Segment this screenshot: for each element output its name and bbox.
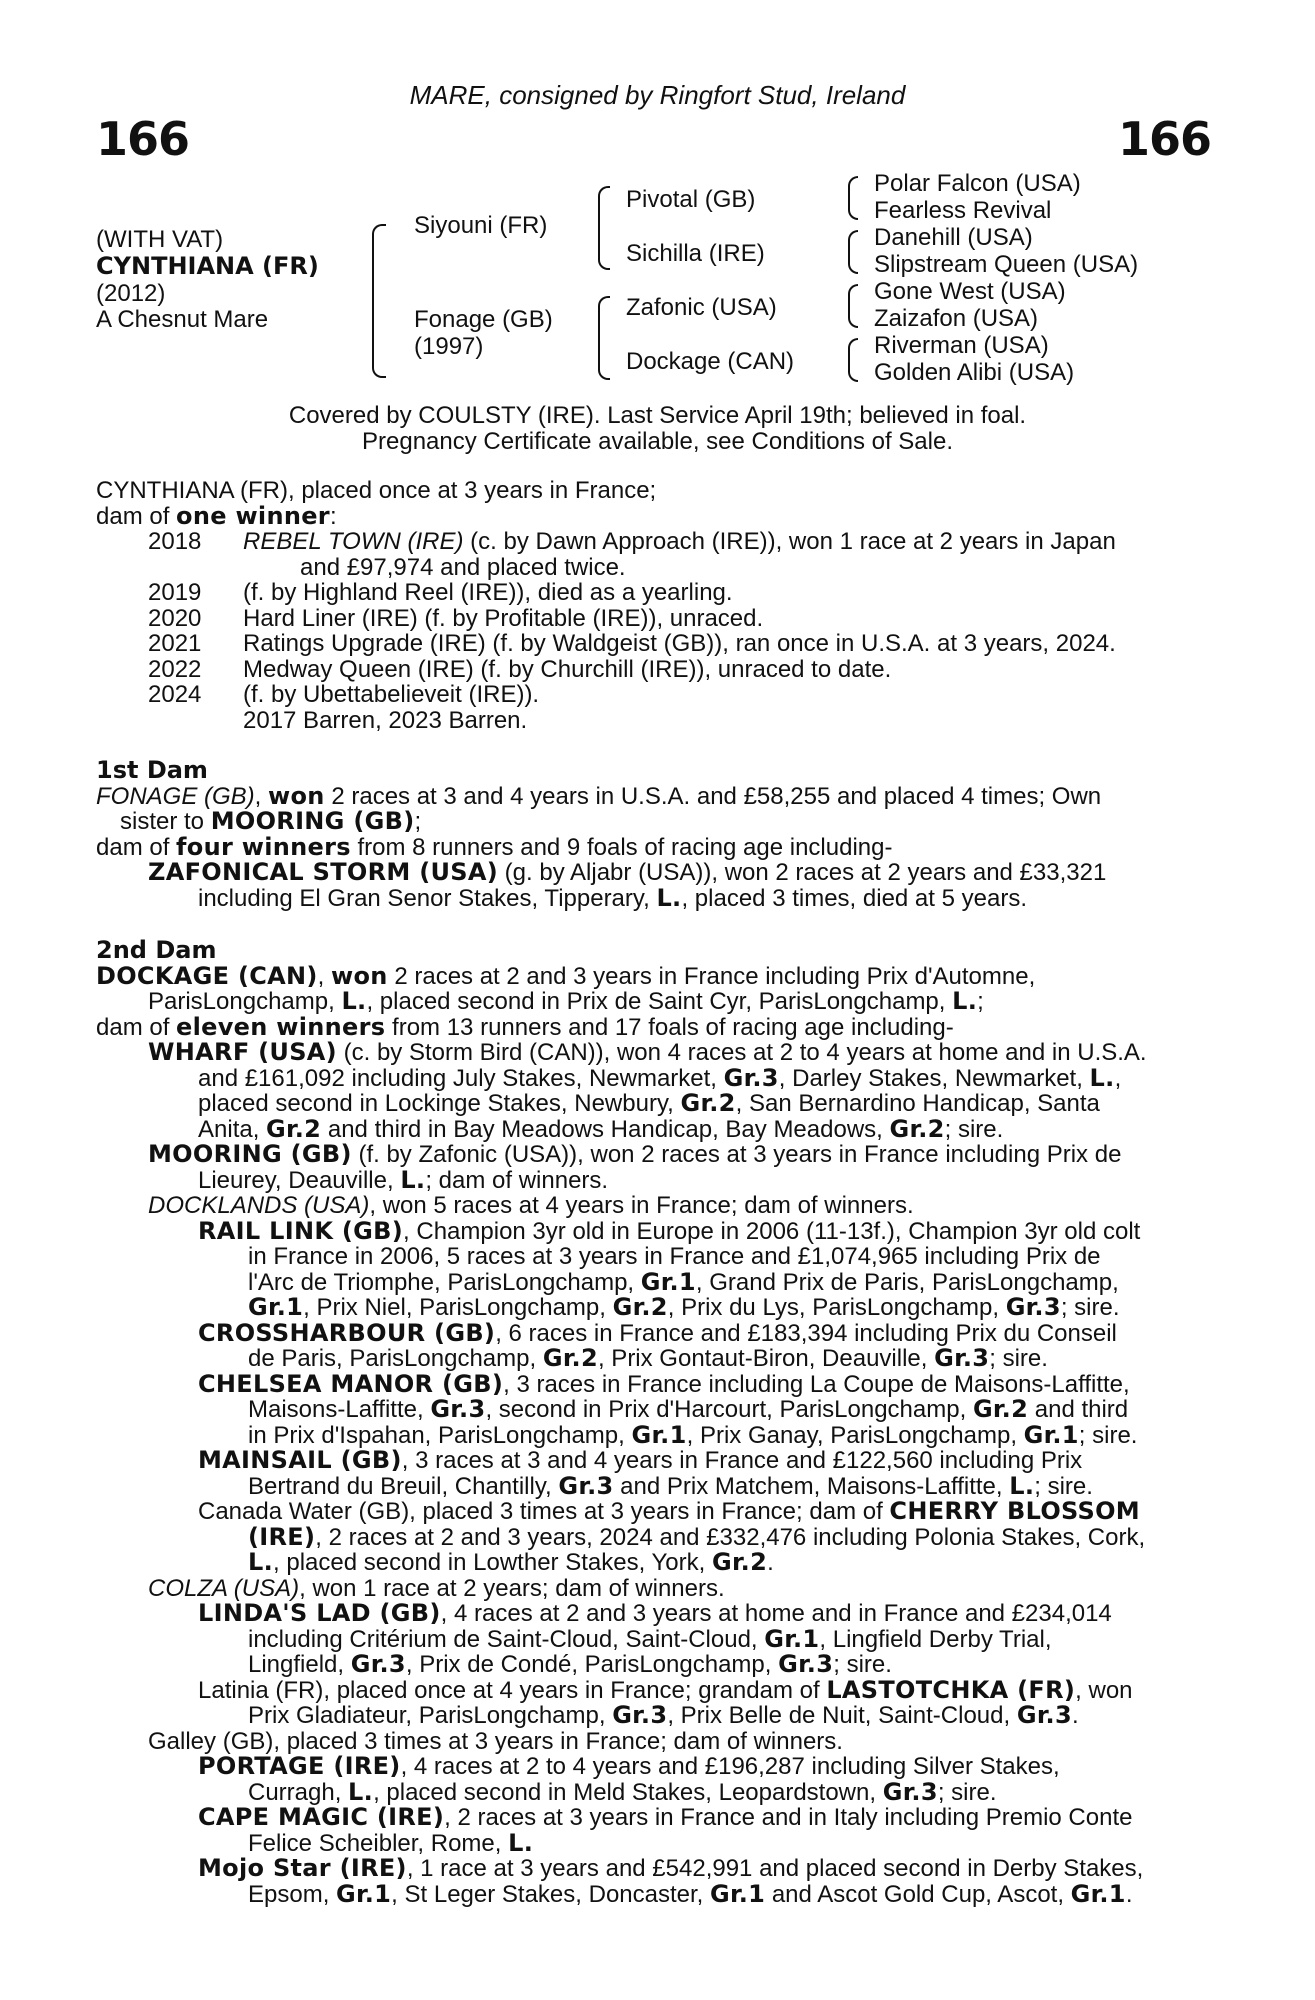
ds-dam: Zaizafon (USA) [874, 305, 1039, 332]
covered-line-2: Pregnancy Certificate available, see Conditions of Sale. [362, 428, 953, 455]
vat-label: (WITH VAT) [96, 226, 224, 253]
produce-row: 2022 Medway Queen (IRE) (f. by Churchill (IRE)), unraced to date. [148, 655, 892, 683]
dd-dam: Golden Alibi (USA) [874, 359, 1075, 386]
second-dam-section: 2nd Dam DOCKAGE (CAN), won 2 races at 2 and 3 years in France including Prix d'Automne, ParisLongchamp, L., placed second in Prix de Saint Cyr, ParisLongchamp, L.; dam of eleven winners from 13 runners and 17 foals of racing age including- WHARF (USA) (c. by Storm Bird (CAN)), won 4 races at 2 to 4 years at home and in U.S.A. and £161,092 including July Stakes, Newmarket, Gr.3, Darley Stakes, Newmarket, L., placed second in Lockinge Stakes, Newbury, Gr.2, San Bernardino Handicap, Santa Anita, Gr.2 and third in Bay Meadows Handicap, Bay Meadows, Gr.2; sire. MOORING (GB) (f. by Zafonic (USA)), won 2 races at 3 years in France including Prix de Lieurey, Deauville, L.; dam of winners. DOCKLANDS (USA), won 5 races at 4 years in France; dam of winners. RAIL LINK (GB), Champion 3yr old in Europe in 2006 (11-13f.), Champion 3yr old colt in France in 2006, 5 races at 3 years in France and £1,074,965 including Prix de l'Arc de Triomphe, ParisLongchamp, Gr.1, Grand Prix de Paris, ParisLongchamp, Gr.1, Prix Niel, ParisLongchamp, Gr.2, Prix du Lys, ParisLongchamp, Gr.3; sire. CROSSHARBOUR (GB), 6 races in France and £183,394 including Prix du Conseil de Paris, ParisLongchamp, Gr.2, Prix Gontaut-Biron, Deauville, Gr.3; sire. CHELSEA MANOR (GB), 3 races in France including La Coupe de Maisons-Laffitte, Maisons-Laffitte, Gr.3, second in Prix d'Harcourt, ParisLongchamp, Gr.2 and third in Prix d'Ispahan, ParisLongchamp, Gr.1, Prix Ganay, ParisLongchamp, Gr.1; sire. MAINSAIL (GB), 3 races at 3 and 4 years in France and £122,560 including Prix Bertrand du Breuil, Chantilly, Gr.3 and Prix Matchem, Maisons-Laffitte, L.; sire. Canada Water (GB), placed 3 times at 3 years in France; dam of CHERRY BLOSSOM (IRE), 2 races at 2 and 3 years, 2024 and £332,476 including Polonia Stakes, Cork, L., placed second in Lowther Stakes, York, Gr.2. COLZA (USA), won 1 race at 2 years; dam of winners. LINDA'S LAD (GB), 4 races at 2 and 3 years at home and in France and £234,014 including Critérium de Saint-Cloud, Saint-Cloud, Gr.1, Lingfield Derby Trial, Lingfield, Gr.3, Prix de Condé, ParisLongchamp, Gr.3; sire. Latinia (FR), placed once at 4 years in France; grandam of LASTOTCHKA (FR), won Prix Gladiateur, ParisLongchamp, Gr.3, Prix Belle de Nuit, Saint-Cloud, Gr.3. Galley (GB), placed 3 times at 3 years in France; dam of winners. PORTAGE (IRE), 4 races at 2 to 4 years and £196,287 including Silver Stakes, Curragh, L., placed second in Meld Stakes, Leopardstown, Gr.3; sire. CAPE MAGIC (IRE), 2 races at 3 years in France and in Italy including Premio Conte Felice Scheibler, Rome, L. Mojo Star (IRE), 1 race at 3 years and £542,991 and placed second in Derby Stakes, Epsom, Gr.1, St Leger Stakes, Doncaster, Gr.1 and Ascot Gold Cup, Ascot, Gr.1. [96, 936, 1147, 1908]
first-dam-name: FONAGE (GB) [96, 782, 255, 810]
horse-description: A Chesnut Mare [96, 306, 269, 333]
consignment-line: MARE, consigned by Ringfort Stud, Ireland [409, 80, 906, 110]
progeny-name: MAINSAIL (GB) [198, 1446, 402, 1474]
brace-ds [848, 284, 858, 328]
progeny-name: DOCKLANDS (USA) [148, 1192, 370, 1219]
produce-row: 2021 Ratings Upgrade (IRE) (f. by Waldgeist (GB)), ran once in U.S.A. at 3 years, 2024. [148, 630, 1116, 657]
dam-dam: Dockage (CAN) [626, 348, 795, 375]
produce-intro: CYNTHIANA (FR), placed once at 3 years in France; [96, 477, 657, 504]
horse-name: CYNTHIANA (FR) [96, 252, 319, 280]
brace-sd [848, 230, 858, 274]
ss-dam: Fearless Revival [874, 197, 1052, 224]
sire-sire: Pivotal (GB) [626, 186, 756, 213]
dd-sire: Riverman (USA) [874, 332, 1049, 359]
dam-sire: Zafonic (USA) [626, 294, 777, 321]
brace-dam [598, 296, 610, 380]
lot-number-left: 166 [96, 112, 190, 166]
progeny-name: CROSSHARBOUR (GB) [198, 1318, 496, 1347]
produce-row: 2019 (f. by Highland Reel (IRE)), died as a yearling. [148, 579, 733, 606]
progeny-name: WHARF (USA) [148, 1038, 337, 1066]
sire: Siyouni (FR) [414, 212, 548, 239]
sd-sire: Danehill (USA) [874, 224, 1033, 251]
dam-year: (1997) [414, 333, 484, 360]
progeny-name: COLZA (USA) [148, 1574, 300, 1602]
progeny-name: MOORING (GB) [148, 1140, 352, 1168]
produce-section [96, 478, 1116, 733]
covered-line-1: Covered by COULSTY (IRE). Last Service April 19th; believed in foal. [288, 402, 1027, 429]
brace-ss [848, 176, 858, 220]
produce-row: 2018 REBEL TOWN (IRE) (c. by Dawn Approach (IRE)), won 1 race at 2 years in Japan [148, 528, 1116, 555]
horse-year: (2012) [96, 280, 166, 307]
brace-dd [848, 338, 858, 382]
dam: Fonage (GB) [414, 306, 553, 333]
progeny-name: CHELSEA MANOR (GB) [198, 1369, 504, 1398]
ss-sire: Polar Falcon (USA) [874, 170, 1081, 197]
first-dam-section: 1st Dam FONAGE (GB), won 2 races at 3 and 4 years in U.S.A. and £58,255 and placed 4 times; Own sister to MOORING (GB); dam of four winners from 8 runners and 9 foals of racing age including- ZAFONICAL STORM (USA) (g. by Aljabr (USA)), won 2 races at 2 years and £33,321 including El Gran Senor Stakes, Tipperary, L., placed 3 times, died at 5 years. [96, 756, 1107, 912]
second-dam-name: DOCKAGE (CAN) [96, 961, 318, 990]
progeny-name: LINDA'S LAD (GB) [198, 1599, 441, 1627]
second-dam-heading: 2nd Dam [96, 936, 217, 964]
progeny-name: Mojo Star (IRE) [198, 1854, 407, 1882]
lot-number-right: 166 [1118, 112, 1212, 166]
progeny-name: ZAFONICAL STORM (USA) [148, 858, 498, 886]
progeny-name: CAPE MAGIC (IRE) [198, 1803, 445, 1831]
produce-row: 2024 (f. by Ubettabelieveit (IRE)). [148, 681, 540, 708]
brace-sire [598, 186, 610, 270]
sd-dam: Slipstream Queen (USA) [874, 251, 1139, 278]
produce-dam-of: dam of one winner: [96, 501, 337, 530]
produce-row-cont: and £97,974 and placed twice. [300, 553, 626, 581]
progeny-name: Galley (GB), placed 3 times at 3 years in France; dam of winners. [148, 1727, 843, 1755]
ds-sire: Gone West (USA) [874, 278, 1066, 305]
produce-row: 2020 Hard Liner (IRE) (f. by Profitable (IRE)), unraced. [148, 604, 764, 632]
progeny-name: RAIL LINK (GB) [198, 1216, 404, 1245]
brace-main [372, 224, 386, 378]
produce-barren: 2017 Barren, 2023 Barren. [243, 706, 528, 734]
first-dam-heading: 1st Dam [96, 756, 208, 784]
sire-dam: Sichilla (IRE) [626, 240, 765, 267]
progeny-name: PORTAGE (IRE) [198, 1752, 401, 1780]
